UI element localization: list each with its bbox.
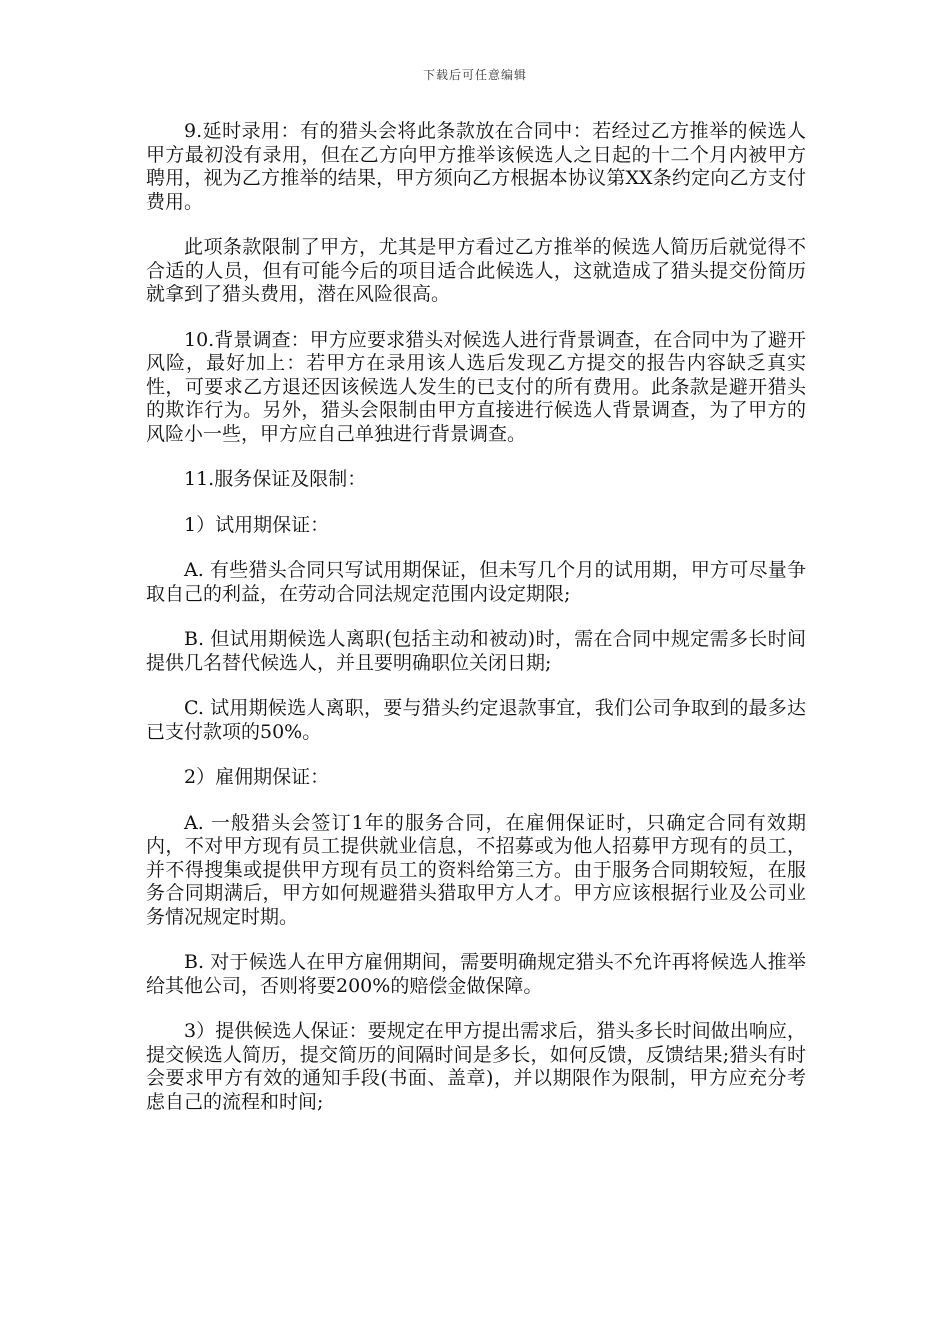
page-header-note: 下载后可任意编辑 xyxy=(422,68,527,82)
paragraph-background-check: 10.背景调查：甲方应要求猎头对候选人进行背景调查，在合同中为了避开风险，最好加上：若甲方在录用该人选后发现乙方提交的报告内容缺乏真实性，可要求乙方退还因该候选人发生的已支付的所有费用。此条款是避开猎头的欺诈行为。另外，猎头会限制由甲方直接进行候选人背景调查，为了甲方的风险小一些，甲方应自己单独进行背景调查。 xyxy=(146,328,806,445)
document-body xyxy=(146,120,806,1136)
paragraph-clause-risk: 此项条款限制了甲方，尤其是甲方看过乙方推举的候选人简历后就觉得不合适的人员，但有可能今后的项目适合此候选人，这就造成了猎头提交份简历就拿到了猎头费用，潜在风险很高。 xyxy=(146,236,806,305)
paragraph-employment-a: A. 一般猎头会签订1年的服务合同，在雇佣保证时，只确定合同有效期内，不对甲方现有员工提供就业信息，不招募或为他人招募甲方现有的员工，并不得搜集或提供甲方现有员工的资料给第三方。由于服务合同期较短，在服务合同期满后，甲方如何规避猎头猎取甲方人才。甲方应该根据行业及公司业务情况规定时期。 xyxy=(146,811,806,928)
paragraph-delayed-hiring: 9.延时录用：有的猎头会将此条款放在合同中：若经过乙方推举的候选人甲方最初没有录用，但在乙方向甲方推举该候选人之日起的十二个月内被甲方聘用，视为乙方推举的结果，甲方须向乙方根据本协议第XX条约定向乙方支付费用。 xyxy=(146,120,806,213)
paragraph-service-guarantee-heading: 11.服务保证及限制： xyxy=(184,468,367,490)
paragraph-probation-heading: 1）试用期保证： xyxy=(184,513,330,536)
paragraph-probation-b: B. 但试用期候选人离职(包括主动和被动)时，需在合同中规定需多长时间提供几名替代候选人，并且要明确职位关闭日期; xyxy=(146,628,806,674)
paragraph-employment-b: B. 对于候选人在甲方雇佣期间，需要明确规定猎头不允许再将候选人推举给其他公司，否则将要200%的赔偿金做保障。 xyxy=(146,951,806,997)
paragraph-probation-c: C. 试用期候选人离职，要与猎头约定退款事宜，我们公司争取到的最多达已支付款项的50%。 xyxy=(146,697,806,743)
paragraph-probation-a: A. 有些猎头合同只写试用期保证，但未写几个月的试用期，甲方可尽量争取自己的利益，在劳动合同法规定范围内设定期限; xyxy=(146,559,806,605)
paragraph-employment-heading: 2）雇佣期保证： xyxy=(184,766,330,788)
paragraph-candidate-guarantee: 3）提供候选人保证：要规定在甲方提出需求后，猎头多长时间做出响应，提交候选人简历，提交简历的间隔时间是多长，如何反馈，反馈结果;猎头有时会要求甲方有效的通知手段(书面、盖章)，并以期限作为限制，甲方应充分考虑自己的流程和时间; xyxy=(146,1020,806,1113)
